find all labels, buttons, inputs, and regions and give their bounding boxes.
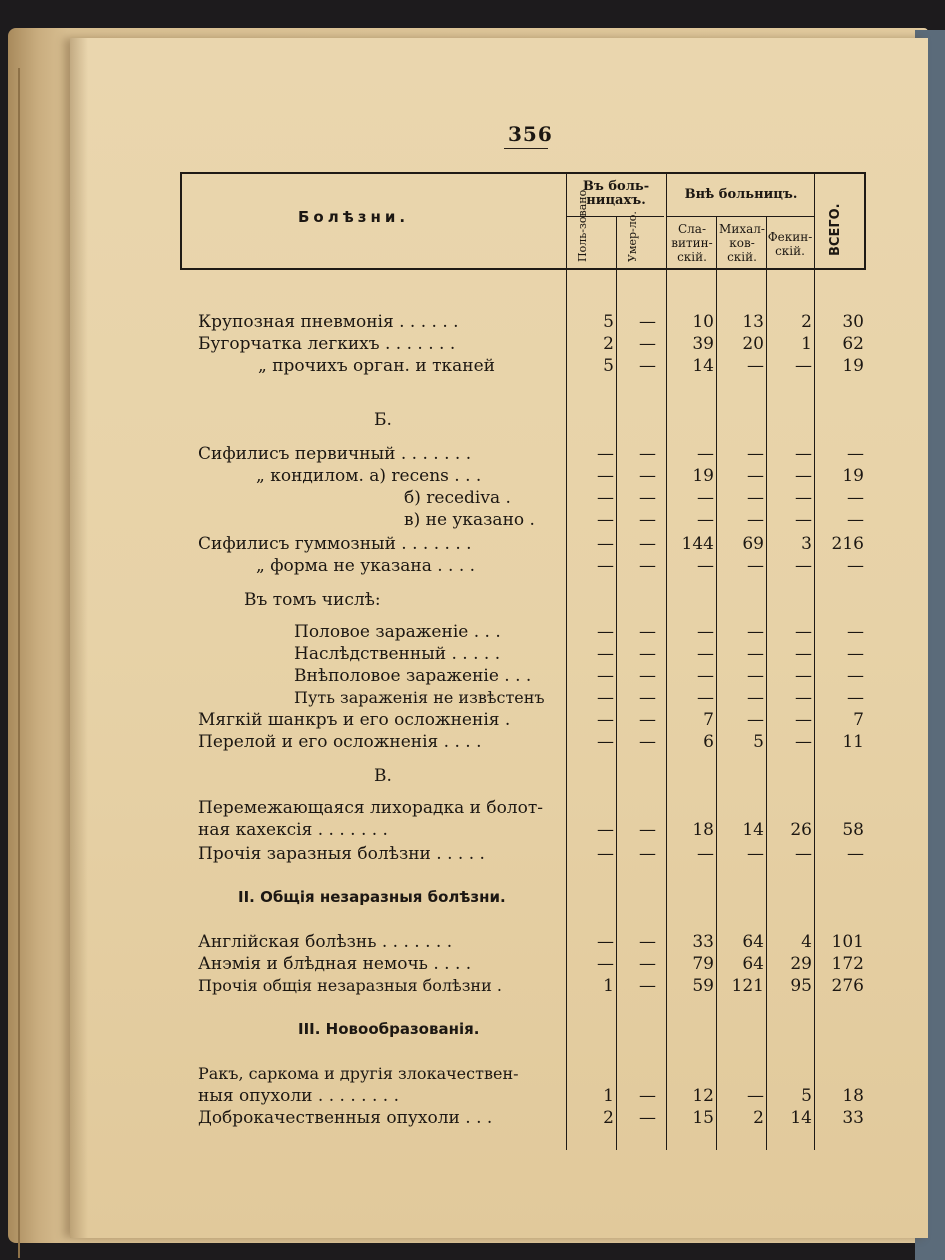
cell: 6 <box>703 732 714 752</box>
row-label: Прочія заразныя болѣзни . . . . . <box>198 844 485 864</box>
row-label: Сифилисъ гуммозный . . . . . . . <box>198 534 472 554</box>
cell: — <box>639 556 656 576</box>
cell: 5 <box>603 356 614 376</box>
cell: 39 <box>692 334 714 354</box>
in-hospitals-header: Въ боль-ницахъ. <box>582 179 650 208</box>
col-rule-2 <box>616 216 617 1150</box>
cell: — <box>697 688 714 708</box>
row-label: Наслѣдственный . . . . . <box>294 644 501 664</box>
cell: — <box>639 932 656 952</box>
cell: 19 <box>692 466 714 486</box>
cell: 13 <box>742 312 764 332</box>
cell: — <box>639 1086 656 1106</box>
cell: 69 <box>742 534 764 554</box>
section-heading-iii: III. Новообразованія. <box>298 1020 480 1038</box>
cell: — <box>697 666 714 686</box>
cell: — <box>597 844 614 864</box>
cell: — <box>597 622 614 642</box>
cell: — <box>597 932 614 952</box>
row-label: Мягкій шанкръ и его осложненія . <box>198 710 511 730</box>
cell: 10 <box>692 312 714 332</box>
cell: — <box>597 556 614 576</box>
row-label: Перемежающаяся лихорадка и болот- <box>198 798 543 818</box>
cell: — <box>639 954 656 974</box>
cell: — <box>795 488 812 508</box>
row-label: Бугорчатка легкихъ . . . . . . . <box>198 334 456 354</box>
cell: 1 <box>603 1086 614 1106</box>
cell: 59 <box>692 976 714 996</box>
cell: — <box>639 666 656 686</box>
cell: — <box>795 732 812 752</box>
cell: 144 <box>681 534 714 554</box>
row-label: Путь зараженія не извѣстенъ <box>294 688 545 707</box>
cell: 14 <box>742 820 764 840</box>
cell: — <box>747 1086 764 1106</box>
col-rule-3 <box>666 172 667 1150</box>
cell: — <box>795 644 812 664</box>
cell: — <box>747 666 764 686</box>
cell: — <box>639 510 656 530</box>
cell: — <box>795 666 812 686</box>
header-right-rule <box>864 172 866 270</box>
section-letter-v: В. <box>374 766 392 786</box>
cell: 11 <box>842 732 864 752</box>
cell: — <box>639 356 656 376</box>
cell: 29 <box>790 954 812 974</box>
cell: 5 <box>603 312 614 332</box>
subsection-label: Въ томъ числѣ: <box>244 590 381 610</box>
cell: 18 <box>692 820 714 840</box>
section-letter-b: Б. <box>374 410 392 430</box>
cell: — <box>697 510 714 530</box>
cell: — <box>847 488 864 508</box>
cell: 95 <box>790 976 812 996</box>
row-label: Сифилисъ первичный . . . . . . . <box>198 444 472 464</box>
cell: 1 <box>801 334 812 354</box>
cell: 121 <box>731 976 764 996</box>
cell: 7 <box>853 710 864 730</box>
page-number: 356 <box>508 122 553 146</box>
cell: — <box>697 844 714 864</box>
col-rule-6 <box>814 172 815 1150</box>
col-rule-5 <box>766 216 767 1150</box>
cell: — <box>597 666 614 686</box>
cell: — <box>747 710 764 730</box>
cell: 5 <box>801 1086 812 1106</box>
cell: — <box>795 688 812 708</box>
cell: — <box>639 688 656 708</box>
cell: — <box>795 556 812 576</box>
cell: — <box>795 844 812 864</box>
table-top-rule <box>180 172 866 174</box>
col-rule-4 <box>716 216 717 1150</box>
cell: — <box>639 976 656 996</box>
cell: 2 <box>753 1108 764 1128</box>
cell: — <box>847 666 864 686</box>
cell: — <box>697 444 714 464</box>
cell: — <box>639 488 656 508</box>
disease-column-header: Болѣзни. <box>298 208 410 226</box>
slavitinsky-header: Сла-витин-скій. <box>671 222 713 264</box>
page-gutter <box>70 38 88 1238</box>
cell: — <box>639 466 656 486</box>
cell: — <box>597 710 614 730</box>
cell: — <box>697 622 714 642</box>
cell: 18 <box>842 1086 864 1106</box>
row-label: Доброкачественныя опухоли . . . <box>198 1108 493 1128</box>
cell: — <box>597 488 614 508</box>
cell: 19 <box>842 356 864 376</box>
cell: 64 <box>742 954 764 974</box>
cell: — <box>697 644 714 664</box>
col-rule-1 <box>566 172 567 1150</box>
cell: — <box>639 644 656 664</box>
mikhalkovsky-header: Михал-ков-скій. <box>719 222 765 264</box>
cell: — <box>795 444 812 464</box>
cell: 2 <box>603 1108 614 1128</box>
cell: — <box>847 444 864 464</box>
row-label: ныя опухоли . . . . . . . . <box>198 1086 399 1106</box>
cell: — <box>639 534 656 554</box>
cell: 4 <box>801 932 812 952</box>
fekinsky-header: Фекин-скій. <box>767 230 813 258</box>
cell: — <box>795 622 812 642</box>
cell: — <box>639 312 656 332</box>
cell: 30 <box>842 312 864 332</box>
cell: 2 <box>603 334 614 354</box>
cell: 12 <box>692 1086 714 1106</box>
cell: — <box>795 510 812 530</box>
row-label: б) recediva . <box>404 488 511 508</box>
cell: — <box>597 534 614 554</box>
row-label: Англійская болѣзнь . . . . . . . <box>198 932 453 952</box>
cell: — <box>639 1108 656 1128</box>
cell: — <box>597 954 614 974</box>
cell: — <box>597 444 614 464</box>
cell: 33 <box>842 1108 864 1128</box>
outside-hospitals-header: Внѣ больницъ. <box>684 187 798 202</box>
cell: 1 <box>603 976 614 996</box>
cell: 172 <box>831 954 864 974</box>
cell: — <box>747 444 764 464</box>
cell: — <box>697 556 714 576</box>
row-label: „ кондилом. а) recens . . . <box>256 466 482 486</box>
cell: — <box>847 844 864 864</box>
row-label: Перелой и его осложненія . . . . <box>198 732 482 752</box>
row-label: Ракъ, саркома и другія злокачествен- <box>198 1064 519 1083</box>
cell: 79 <box>692 954 714 974</box>
edge-line <box>18 68 20 1258</box>
cell: — <box>847 644 864 664</box>
section-heading-ii: II. Общія незаразныя болѣзни. <box>238 888 506 906</box>
header-left-rule <box>180 172 182 270</box>
cell: 14 <box>692 356 714 376</box>
cell: — <box>747 644 764 664</box>
died-column-header: Умер-ло. <box>626 211 639 262</box>
cell: — <box>747 622 764 642</box>
cell: — <box>747 510 764 530</box>
cell: 14 <box>790 1108 812 1128</box>
cell: — <box>597 466 614 486</box>
cell: 58 <box>842 820 864 840</box>
row-label: „ прочихъ орган. и тканей <box>258 356 495 376</box>
cell: 101 <box>831 932 864 952</box>
cell: — <box>847 688 864 708</box>
cell: — <box>639 844 656 864</box>
row-label: Половое зараженіе . . . <box>294 622 501 642</box>
cell: 216 <box>831 534 864 554</box>
cell: — <box>795 356 812 376</box>
cell: — <box>639 622 656 642</box>
cell: 20 <box>742 334 764 354</box>
cell: — <box>639 732 656 752</box>
cell: — <box>847 622 864 642</box>
cell: 5 <box>753 732 764 752</box>
cell: — <box>847 510 864 530</box>
cell: 276 <box>831 976 864 996</box>
cell: — <box>597 688 614 708</box>
cell: 15 <box>692 1108 714 1128</box>
cell: — <box>639 820 656 840</box>
cell: — <box>697 488 714 508</box>
cell: — <box>747 356 764 376</box>
cell: 33 <box>692 932 714 952</box>
total-column-header: ВСЕГО. <box>828 203 843 256</box>
cell: — <box>639 334 656 354</box>
page-number-rule <box>504 148 548 149</box>
cell: 62 <box>842 334 864 354</box>
cell: — <box>747 466 764 486</box>
cell: — <box>795 466 812 486</box>
cell: 3 <box>801 534 812 554</box>
cell: — <box>597 644 614 664</box>
row-label: „ форма не указана . . . . <box>256 556 476 576</box>
cell: — <box>847 556 864 576</box>
row-label: ная кахексія . . . . . . . <box>198 820 388 840</box>
row-label: Крупозная пневмонія . . . . . . <box>198 312 459 332</box>
cell: — <box>747 488 764 508</box>
row-label: Прочія общія незаразныя болѣзни . <box>198 976 502 995</box>
used-column-header: Поль-зовано <box>576 189 589 262</box>
row-label: Анэмія и блѣдная немочь . . . . <box>198 954 472 974</box>
cell: — <box>597 732 614 752</box>
outside-subrule <box>666 216 814 217</box>
cell: — <box>747 844 764 864</box>
header-bottom-rule <box>180 268 866 270</box>
cell: — <box>795 710 812 730</box>
cell: 64 <box>742 932 764 952</box>
row-label: Внѣполовое зараженіе . . . <box>294 666 532 686</box>
cell: — <box>639 710 656 730</box>
cell: 7 <box>703 710 714 730</box>
cell: — <box>597 820 614 840</box>
cell: — <box>747 688 764 708</box>
cell: — <box>597 510 614 530</box>
row-label: в) не указано . <box>404 510 535 530</box>
cell: — <box>747 556 764 576</box>
cell: 19 <box>842 466 864 486</box>
cell: 2 <box>801 312 812 332</box>
cell: — <box>639 444 656 464</box>
cell: 26 <box>790 820 812 840</box>
